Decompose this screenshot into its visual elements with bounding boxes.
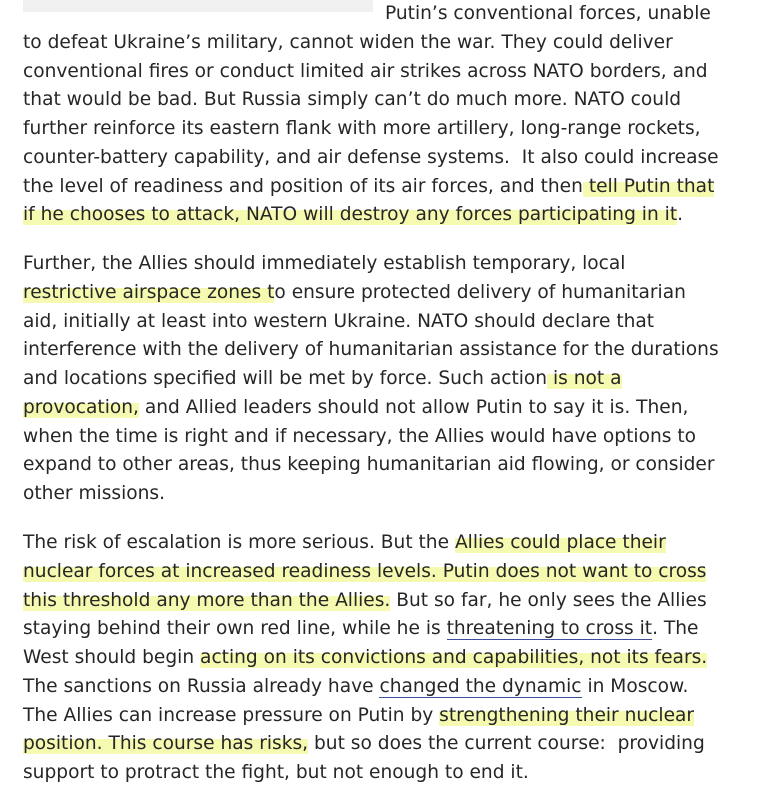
- text-run: support to protract the fight, but not enough to end it.: [23, 762, 529, 783]
- text-run: when the time is right and if necessary, the Allies would have options to: [23, 425, 696, 447]
- text-run: aid, initially at least into western Ukraine. NATO should declare that: [23, 310, 655, 332]
- paragraph-line: [23, 673, 688, 701]
- highlighted-text: Allies could place their: [454, 532, 666, 553]
- paragraph-line: [23, 423, 696, 451]
- paragraph-line: [23, 336, 719, 364]
- paragraph-line: [23, 201, 683, 229]
- paragraph-line: [23, 587, 707, 615]
- paragraph-line: [23, 451, 715, 479]
- highlighted-text: provocation,: [23, 396, 139, 418]
- highlighted-text: this threshold any more than the Allies.: [23, 589, 391, 611]
- text-run: West should begin: [23, 647, 201, 668]
- highlighted-text: tell Putin that: [582, 175, 715, 197]
- text-run: the level of readiness and position of its air forces, and then: [23, 175, 583, 197]
- paragraph-line: [23, 529, 666, 557]
- paragraph-line: [23, 58, 708, 86]
- paragraph-line: [23, 394, 688, 422]
- text-run: to defeat Ukraine’s military, cannot widen the war. They could deliver: [23, 31, 673, 53]
- text-run: But so far, he only sees the Allies: [390, 589, 707, 611]
- text-run: other missions.: [23, 483, 166, 504]
- text-run: . The: [652, 618, 699, 640]
- text-run: Further, the Allies should immediately establish temporary, local: [23, 253, 626, 274]
- highlighted-text: nuclear forces at increased readiness levels. Putin does not want to cross: [23, 560, 707, 582]
- text-run: Putin’s conventional forces, unable: [385, 3, 711, 24]
- paragraph-line: [23, 173, 714, 201]
- text-run: that would be bad. But Russia simply can’t do much more. NATO could: [23, 89, 682, 111]
- paragraph-line: [23, 308, 654, 336]
- text-run: but so does the current course: providing: [308, 733, 705, 755]
- paragraph-line: [23, 759, 529, 787]
- inline-link[interactable]: changed the dynamic: [379, 675, 582, 697]
- paragraph-line: [23, 730, 705, 758]
- text-run: counter-battery capability, and air defense systems. It also could increase: [23, 146, 719, 168]
- paragraph-line: [23, 365, 622, 393]
- paragraph-line: [23, 279, 686, 307]
- image-placeholder: [23, 0, 373, 12]
- highlighted-text: is not a: [547, 368, 622, 389]
- text-run: staying behind their own red line, while he is: [23, 618, 447, 640]
- text-run: .: [677, 204, 684, 226]
- paragraph-line: [23, 29, 673, 57]
- paragraph-line: [23, 644, 707, 672]
- paragraph-line: [23, 144, 719, 172]
- paragraph-line: [23, 250, 625, 278]
- paragraph-line: [23, 115, 701, 143]
- highlighted-text: position. This course has risks,: [23, 733, 309, 755]
- paragraph-line: [23, 558, 706, 586]
- paragraph-line: [23, 702, 694, 730]
- text-run: in Moscow.: [581, 675, 689, 697]
- text-run: expand to other areas, thus keeping humanitarian aid flowing, or consider: [23, 454, 715, 476]
- text-run: The sanctions on Russia already have: [23, 675, 380, 697]
- highlighted-text: restrictive airspace zones t: [23, 281, 275, 303]
- paragraph-line: [23, 86, 681, 114]
- paragraph-line: [23, 615, 698, 643]
- inline-link[interactable]: threatening to cross it: [446, 618, 653, 640]
- text-run: and locations specified will be met by force. Such action: [23, 368, 548, 389]
- paragraph-line: [385, 0, 711, 28]
- text-run: interference with the delivery of humanitarian assistance for the durations: [23, 339, 719, 361]
- text-run: conventional fires or conduct limited air strikes across NATO borders, and: [23, 60, 708, 82]
- text-run: further reinforce its eastern flank with more artillery, long-range rockets,: [23, 118, 701, 139]
- highlighted-text: strengthening their nuclear: [439, 704, 695, 726]
- text-run: The risk of escalation is more serious. But the: [23, 532, 455, 553]
- text-run: The Allies can increase pressure on Putin by: [23, 704, 440, 726]
- highlighted-text: if he chooses to attack, NATO will destroy any forces participating in it: [23, 204, 678, 226]
- highlighted-text: acting on its convictions and capabilities, not its fears.: [200, 647, 708, 668]
- paragraph-line: [23, 480, 165, 508]
- text-run: and Allied leaders should not allow Putin to say it is. Then,: [138, 396, 689, 418]
- text-run: o ensure protected delivery of humanitarian: [274, 281, 686, 303]
